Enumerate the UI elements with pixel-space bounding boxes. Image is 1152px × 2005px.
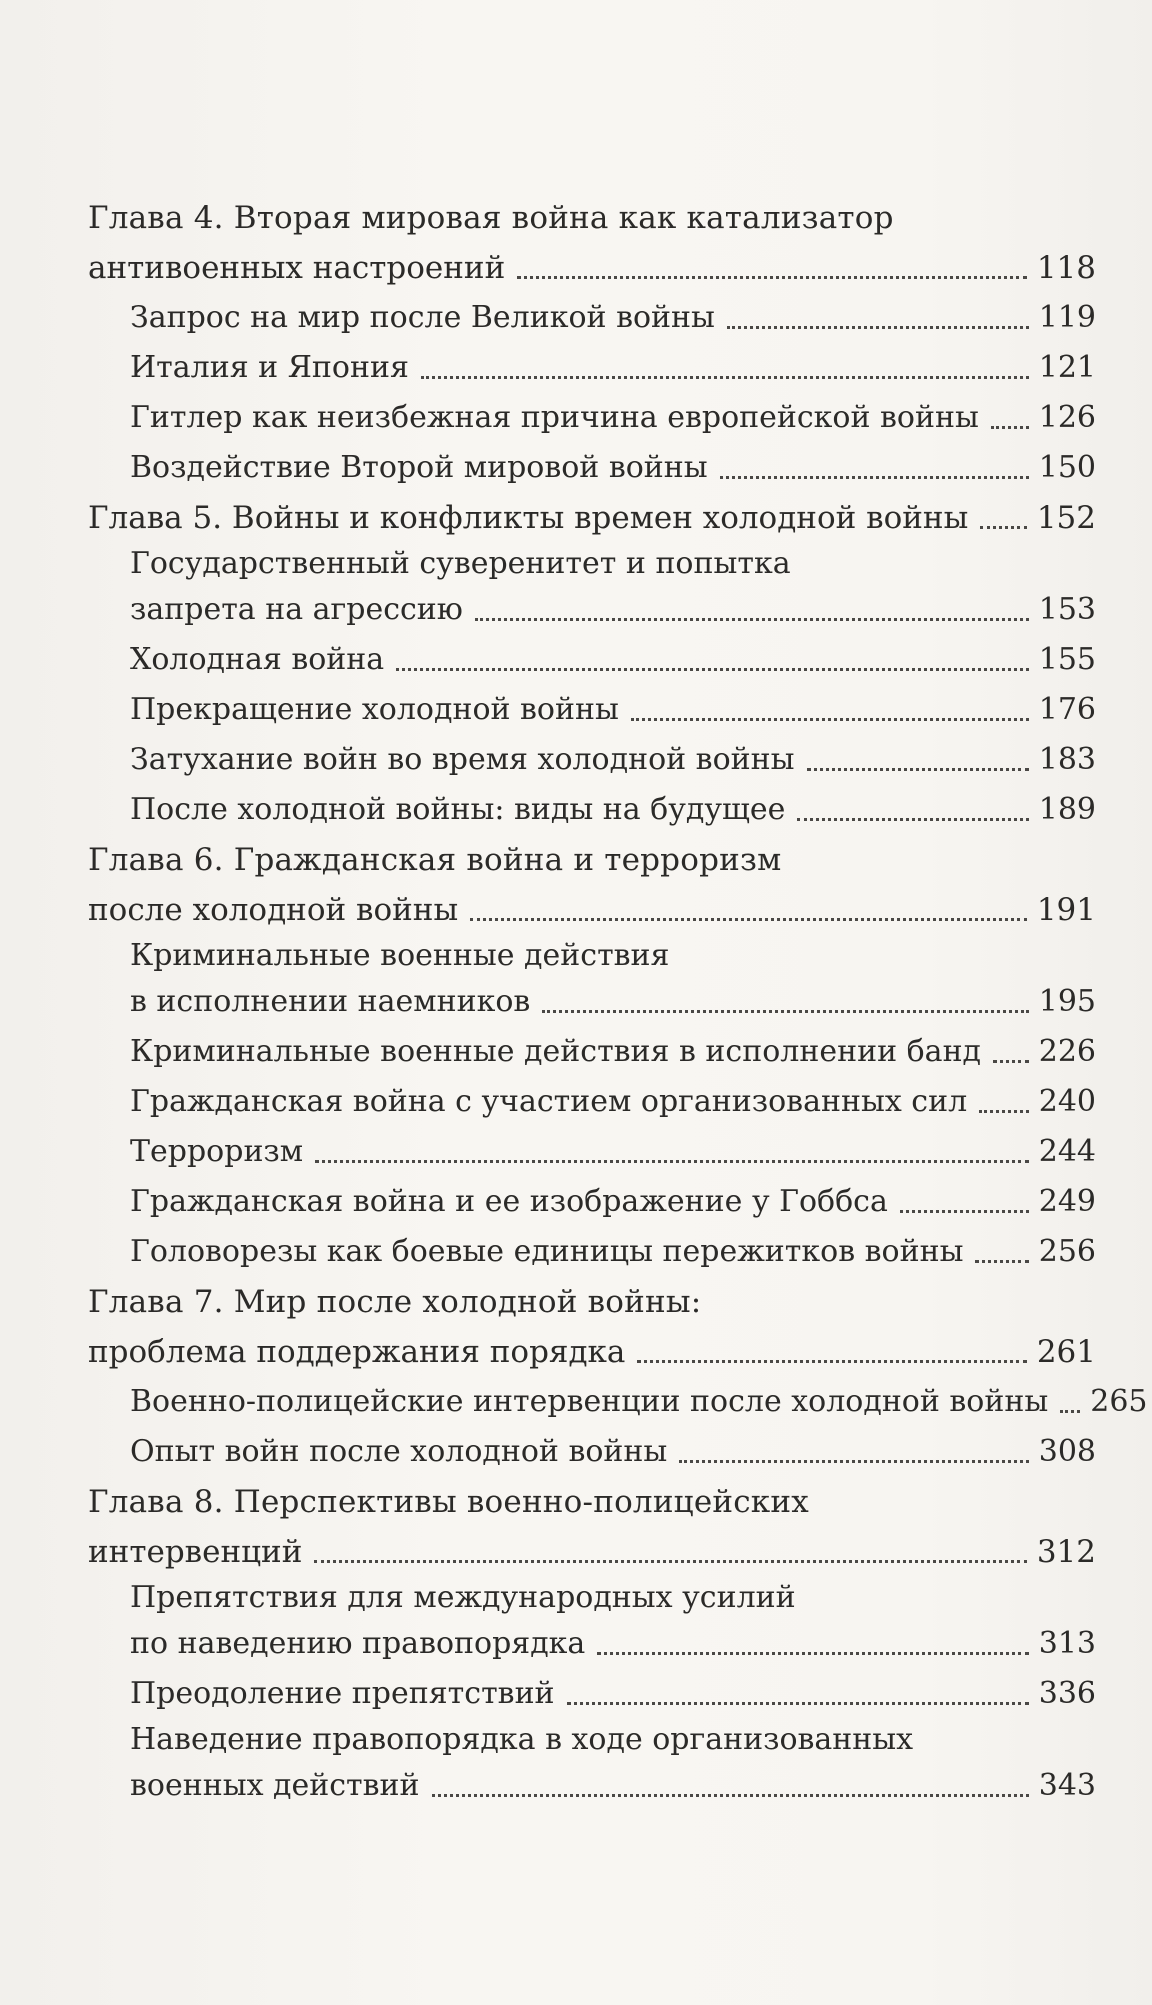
page-number: 312 xyxy=(1036,1534,1096,1570)
section-entry xyxy=(88,1227,1096,1277)
section-title-line1: Наведение правопорядка в ходе организованных xyxy=(130,1722,914,1757)
leader-dots xyxy=(314,1560,1026,1563)
page-number: 336 xyxy=(1038,1676,1096,1711)
chapter-6 xyxy=(88,835,1096,1277)
section-title: Терроризм xyxy=(130,1134,304,1169)
page-number: 155 xyxy=(1038,642,1096,677)
chapter-title: Глава 4. Вторая мировая война как катализатор xyxy=(88,200,894,236)
section-title: Преодоление препятствий xyxy=(130,1676,555,1711)
section-title-line1: Криминальные военные действия xyxy=(130,938,670,973)
chapter-title: Глава 6. Гражданская война и терроризм xyxy=(88,842,782,878)
page-number: 119 xyxy=(1038,300,1096,335)
section-entry xyxy=(88,543,1096,635)
section-title: Опыт войн после холодной войны xyxy=(130,1434,668,1469)
page-number: 121 xyxy=(1038,350,1096,385)
leader-dots xyxy=(542,1010,1028,1013)
leader-dots xyxy=(679,1460,1028,1463)
section-title-line1: Препятствия для международных усилий xyxy=(130,1580,796,1615)
chapter-title-last-line xyxy=(88,885,1096,935)
section-entry xyxy=(88,1377,1148,1427)
table-of-contents xyxy=(88,193,1148,1811)
page-number: 261 xyxy=(1036,1334,1096,1370)
chapter-title-last-line xyxy=(88,243,1096,293)
chapter-title-line2: проблема поддержания порядка xyxy=(88,1334,626,1370)
section-title-line1: Государственный суверенитет и попытка xyxy=(130,546,791,581)
leader-dots xyxy=(727,326,1029,329)
chapter-8 xyxy=(88,1477,1096,1811)
chapter-title-line2: интервенций xyxy=(88,1534,303,1570)
page-number: 176 xyxy=(1038,692,1096,727)
page-number: 191 xyxy=(1036,892,1096,928)
chapter-title-last-line xyxy=(88,1527,1096,1577)
page-number: 126 xyxy=(1038,400,1096,435)
section-entry xyxy=(88,685,1096,735)
section-title: запрета на агрессию xyxy=(130,592,463,627)
section-entry xyxy=(88,1719,1096,1811)
leader-dots xyxy=(993,1060,1029,1063)
section-title: Холодная война xyxy=(130,642,385,677)
page-number: 240 xyxy=(1038,1084,1096,1119)
chapter-title-line2: после холодной войны xyxy=(88,892,459,928)
leader-dots xyxy=(980,526,1027,529)
leader-dots xyxy=(597,1652,1028,1655)
section-title: После холодной войны: виды на будущее xyxy=(130,792,786,827)
leader-dots xyxy=(807,768,1029,771)
section-entry xyxy=(88,1027,1096,1077)
page-number: 313 xyxy=(1038,1626,1096,1661)
section-entry xyxy=(88,343,1096,393)
section-title: Головорезы как боевые единицы пережитков войны xyxy=(130,1234,964,1269)
leader-dots xyxy=(1060,1410,1080,1413)
page-number: 153 xyxy=(1038,592,1096,627)
page-number: 256 xyxy=(1038,1234,1096,1269)
chapter-title-last-line xyxy=(88,493,1096,543)
chapter-title-line2: антивоенных настроений xyxy=(88,250,506,286)
page-number: 308 xyxy=(1038,1434,1096,1469)
section-title: Криминальные военные действия в исполнении банд xyxy=(130,1034,982,1069)
section-entry xyxy=(88,1427,1096,1477)
page-number: 249 xyxy=(1038,1184,1096,1219)
leader-dots xyxy=(991,426,1029,429)
section-title: Запрос на мир после Великой войны xyxy=(130,300,715,335)
section-title: в исполнении наемников xyxy=(130,984,531,1019)
leader-dots xyxy=(979,1110,1029,1113)
page-number: 195 xyxy=(1038,984,1096,1019)
leader-dots xyxy=(475,618,1029,621)
leader-dots xyxy=(470,918,1027,921)
leader-dots xyxy=(315,1160,1029,1163)
page-number: 343 xyxy=(1038,1768,1096,1803)
section-title: Гражданская война с участием организованных сил xyxy=(130,1084,968,1119)
section-title: военных действий xyxy=(130,1768,420,1803)
page-number: 244 xyxy=(1038,1134,1096,1169)
section-entry xyxy=(88,393,1096,443)
leader-dots xyxy=(975,1260,1028,1263)
page-number: 152 xyxy=(1036,500,1096,536)
leader-dots xyxy=(421,376,1029,379)
page-number: 189 xyxy=(1038,792,1096,827)
chapter-title-last-line xyxy=(88,1327,1096,1377)
chapter-title: Глава 7. Мир после холодной войны: xyxy=(88,1284,702,1320)
section-entry xyxy=(88,443,1096,493)
chapter-title: Глава 5. Войны и конфликты времен холодной войны xyxy=(88,500,969,536)
chapter-5 xyxy=(88,493,1096,835)
chapter-title: Глава 8. Перспективы военно-полицейских xyxy=(88,1484,809,1520)
section-entry xyxy=(88,1177,1096,1227)
leader-dots xyxy=(567,1702,1029,1705)
leader-dots xyxy=(797,818,1028,821)
page-number: 118 xyxy=(1036,250,1096,286)
section-title: Военно-полицейские интервенции после холодной войны xyxy=(130,1384,1049,1419)
page-number: 265 xyxy=(1090,1384,1148,1419)
leader-dots xyxy=(631,718,1029,721)
leader-dots xyxy=(396,668,1029,671)
section-entry xyxy=(88,1077,1096,1127)
section-title: Гитлер как неизбежная причина европейской войны xyxy=(130,400,979,435)
chapter-7 xyxy=(88,1277,1148,1477)
section-entry xyxy=(88,1577,1096,1669)
section-entry xyxy=(88,735,1096,785)
section-entry xyxy=(88,293,1096,343)
leader-dots xyxy=(637,1360,1026,1363)
chapter-4 xyxy=(88,193,1096,493)
leader-dots xyxy=(900,1210,1029,1213)
section-title: по наведению правопорядка xyxy=(130,1626,586,1661)
section-title: Прекращение холодной войны xyxy=(130,692,619,727)
section-entry xyxy=(88,785,1096,835)
leader-dots xyxy=(517,276,1027,279)
page-number: 183 xyxy=(1038,742,1096,777)
leader-dots xyxy=(720,476,1029,479)
section-title: Воздействие Второй мировой войны xyxy=(130,450,708,485)
page-number: 150 xyxy=(1038,450,1096,485)
section-title: Гражданская война и ее изображение у Гоббса xyxy=(130,1184,888,1219)
section-entry xyxy=(88,635,1096,685)
section-title: Затухание войн во время холодной войны xyxy=(130,742,795,777)
leader-dots xyxy=(432,1794,1029,1797)
section-entry xyxy=(88,1669,1096,1719)
section-entry xyxy=(88,935,1096,1027)
section-entry xyxy=(88,1127,1096,1177)
page-number: 226 xyxy=(1038,1034,1096,1069)
section-title: Италия и Япония xyxy=(130,350,409,385)
